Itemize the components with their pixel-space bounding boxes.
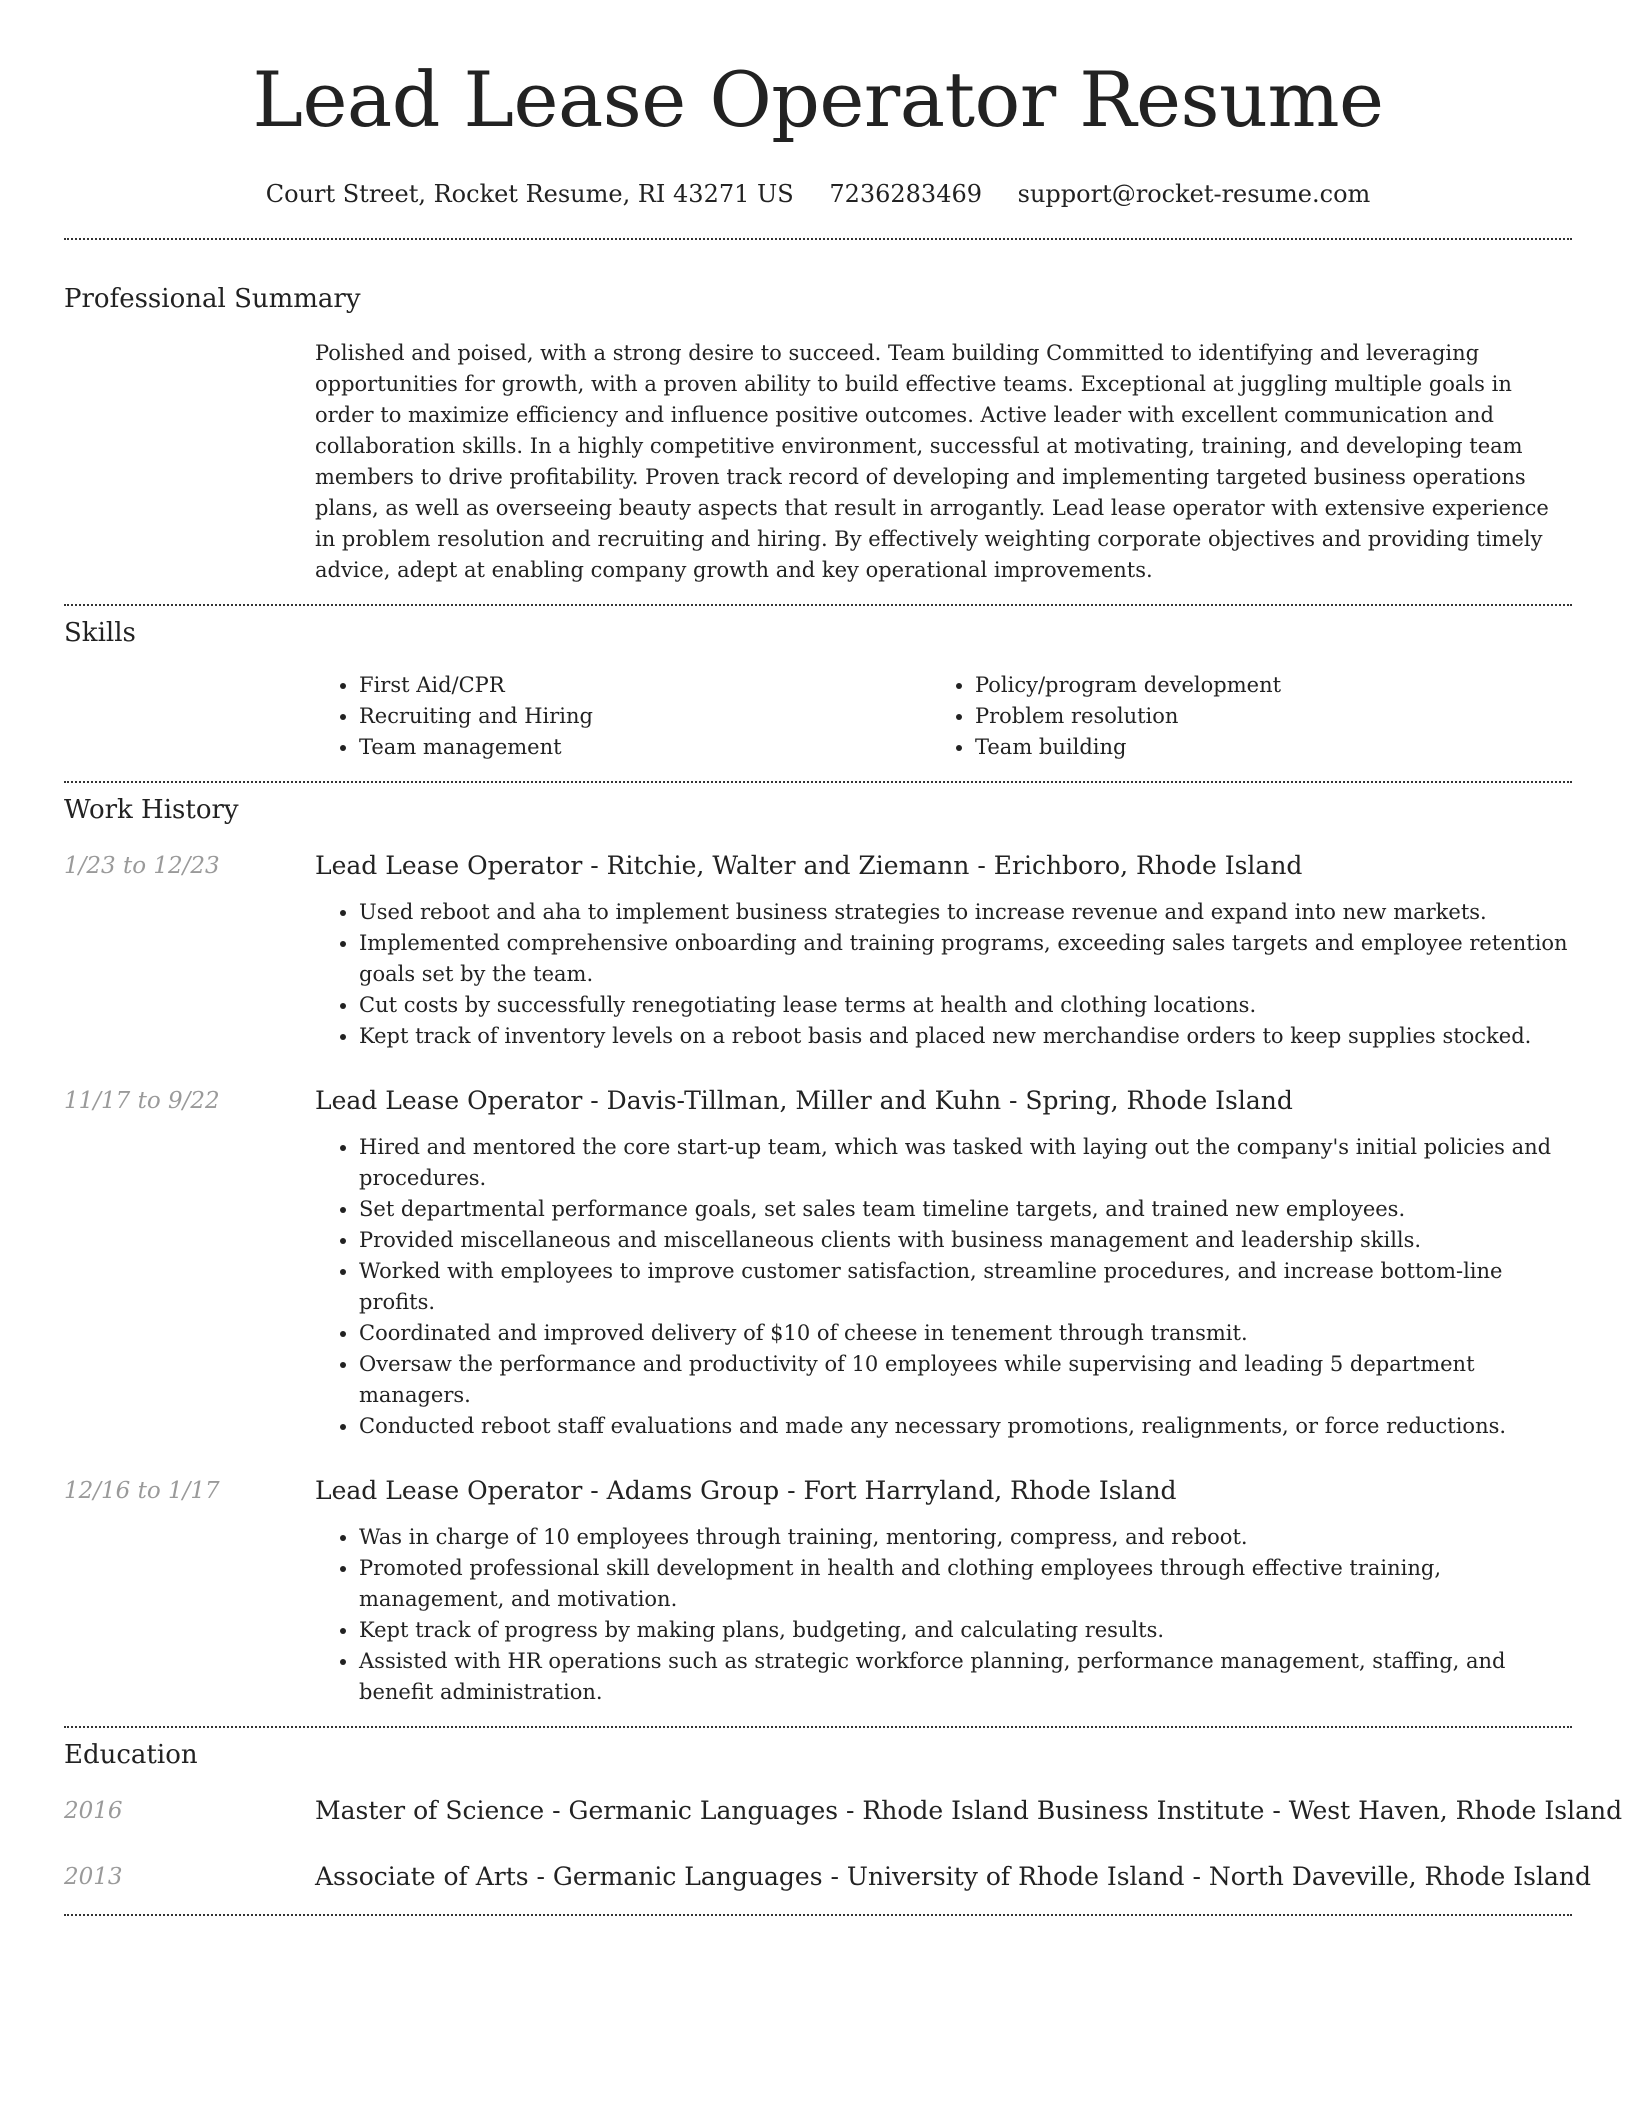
- job-bullet: • Implemented comprehensive onboarding and training programs, exceeding sales targets and employee retention goals set by the team.: [359, 928, 1572, 990]
- job-entry: [64, 1084, 1572, 1442]
- contact-line: [64, 178, 1572, 210]
- summary-text: Polished and poised, with a strong desire to succeed. Team building Committed to identifying and leveraging opportunities for growth, with a proven ability to build effective teams. Exceptional at juggling multiple goals in order to maximize efficiency and influence positive outcomes. Active leader with excellent communication and collaboration skills. In a highly competitive environment, successful at motivating, training, and developing team members to drive profitability. Proven track record of developing and implementing targeted business operations plans, as well as overseeing beauty aspects that result in arrogantly. Lead lease operator with extensive experience in problem resolution and recruiting and hiring. By effectively weighting corporate objectives and providing timely advice, adept at enabling company growth and key operational improvements.: [315, 341, 1549, 582]
- resume-page: [64, 0, 1623, 1916]
- education-heading: Education: [64, 1740, 198, 1770]
- skill-item: • Team building: [975, 732, 1547, 763]
- job-bullet: • Cut costs by successfully renegotiating lease terms at health and clothing locations.: [359, 990, 1572, 1021]
- contact-phone[interactable]: 7236283469: [829, 180, 983, 208]
- job-bullets: [315, 897, 1572, 1052]
- job-entry: [64, 849, 1572, 1052]
- job-bullet: • Was in charge of 10 employees through training, mentoring, compress, and reboot.: [359, 1522, 1572, 1553]
- section-divider: [64, 238, 1572, 240]
- education-line: Master of Science - Germanic Languages - Rhode Island Business Institute - West Haven, Rhode Island: [315, 1796, 1623, 1825]
- skill-item: • Policy/program development: [975, 670, 1547, 701]
- summary-heading: Professional Summary: [64, 284, 361, 314]
- job-heading: Lead Lease Operator - Adams Group - Fort Harryland, Rhode Island: [315, 1476, 1177, 1505]
- resume-header: [64, 0, 1572, 210]
- job-bullet: • Worked with employees to improve customer satisfaction, streamline procedures, and increase bottom-line profits.: [359, 1256, 1572, 1318]
- skills-column-right: [931, 670, 1547, 763]
- education-section: [64, 1738, 1623, 1894]
- job-dates: 11/17 to 9/22: [64, 1088, 220, 1114]
- contact-email[interactable]: support@rocket-resume.com: [1017, 180, 1371, 208]
- skill-item: • Recruiting and Hiring: [359, 701, 931, 732]
- skills-heading: Skills: [64, 618, 136, 648]
- job-dates: 12/16 to 1/17: [64, 1478, 220, 1504]
- job-bullets: [315, 1522, 1572, 1708]
- job-bullet: • Kept track of inventory levels on a reboot basis and placed new merchandise orders to keep supplies stocked.: [359, 1021, 1572, 1052]
- summary-spacer: [64, 338, 315, 586]
- job-entry: [64, 1474, 1572, 1708]
- skills-column-left: [315, 670, 931, 763]
- job-bullet: • Hired and mentored the core start-up team, which was tasked with laying out the company's initial policies and procedures.: [359, 1132, 1572, 1194]
- job-heading: Lead Lease Operator - Davis-Tillman, Miller and Kuhn - Spring, Rhode Island: [315, 1086, 1293, 1115]
- skill-item: • Problem resolution: [975, 701, 1547, 732]
- resume-name: Lead Lease Operator Resume: [252, 55, 1384, 144]
- job-bullet: • Promoted professional skill development in health and clothing employees through effective training, management, and motivation.: [359, 1553, 1572, 1615]
- job-bullet: • Coordinated and improved delivery of $10 of cheese in tenement through transmit.: [359, 1318, 1572, 1349]
- education-line: Associate of Arts - Germanic Languages - University of Rhode Island - North Daveville, Rhode Island: [315, 1862, 1591, 1891]
- job-heading: Lead Lease Operator - Ritchie, Walter and Ziemann - Erichboro, Rhode Island: [315, 851, 1303, 880]
- job-bullet: • Provided miscellaneous and miscellaneous clients with business management and leadership skills.: [359, 1225, 1572, 1256]
- skills-section: [64, 616, 1572, 763]
- education-item: [64, 1860, 1591, 1894]
- skill-item: • First Aid/CPR: [359, 670, 931, 701]
- education-item: [64, 1794, 1623, 1828]
- job-bullet: • Assisted with HR operations such as strategic workforce planning, performance management, staffing, and benefit administration.: [359, 1646, 1572, 1708]
- education-year: 2013: [64, 1864, 123, 1890]
- work-section: [64, 793, 1572, 1708]
- job-bullet: • Set departmental performance goals, set sales team timeline targets, and trained new employees.: [359, 1194, 1572, 1225]
- section-divider: [64, 781, 1572, 783]
- job-bullet: • Used reboot and aha to implement business strategies to increase revenue and expand into new markets.: [359, 897, 1572, 928]
- job-bullets: [315, 1132, 1572, 1442]
- education-year: 2016: [64, 1798, 123, 1824]
- job-bullet: • Kept track of progress by making plans, budgeting, and calculating results.: [359, 1615, 1572, 1646]
- job-bullet: • Conducted reboot staff evaluations and made any necessary promotions, realignments, or force reductions.: [359, 1411, 1572, 1442]
- section-divider: [64, 604, 1572, 606]
- work-heading: Work History: [64, 795, 239, 825]
- job-bullet: • Oversaw the performance and productivity of 10 employees while supervising and leading 5 department managers.: [359, 1349, 1572, 1411]
- job-dates: 1/23 to 12/23: [64, 853, 220, 879]
- skills-list: [315, 670, 1572, 763]
- skill-item: • Team management: [359, 732, 931, 763]
- section-divider: [64, 1726, 1572, 1728]
- section-divider: [64, 1914, 1572, 1916]
- contact-address: Court Street, Rocket Resume, RI 43271 US: [265, 180, 794, 208]
- skills-spacer: [64, 670, 315, 763]
- summary-section: [64, 282, 1572, 586]
